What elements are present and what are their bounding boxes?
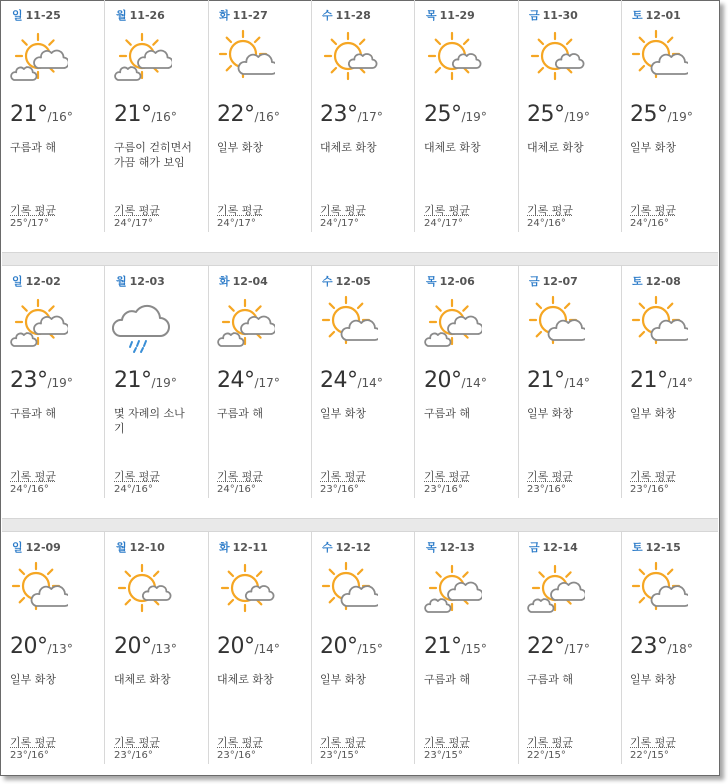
day-forecast-card[interactable] <box>106 532 209 782</box>
day-date: 12-14 <box>542 541 578 554</box>
day-header <box>116 539 165 555</box>
day-date: 11-28 <box>335 9 371 22</box>
day-forecast-card[interactable] <box>209 532 312 782</box>
condition-text: 일부 화창 <box>630 407 677 420</box>
low-temp: /19° <box>564 110 590 124</box>
condition-text: 구름이 걷히면서 가끔 해가 보임 <box>114 141 192 169</box>
historical-average-value: 23°/15° <box>424 750 463 761</box>
historical-average-value: 23°/16° <box>114 750 153 761</box>
temperature <box>114 368 177 393</box>
high-temp: 21° <box>114 368 152 393</box>
day-of-week: 수 <box>322 9 333 22</box>
day-header <box>632 539 681 555</box>
day-date: 12-12 <box>335 541 371 554</box>
day-of-week: 일 <box>12 9 23 22</box>
historical-average-value: 24°/16° <box>114 484 153 495</box>
day-forecast-card[interactable] <box>519 0 622 250</box>
partly-cloudy-icon <box>628 26 688 86</box>
day-date: 12-05 <box>335 275 371 288</box>
historical-average-label[interactable]: 기록 평균 <box>630 736 677 749</box>
day-of-week: 목 <box>426 9 437 22</box>
day-header <box>426 539 475 555</box>
temperature <box>114 634 177 659</box>
day-date: 12-15 <box>645 541 681 554</box>
day-forecast-card[interactable] <box>209 266 312 516</box>
temperature <box>217 368 280 393</box>
day-header <box>116 7 165 23</box>
cloud-with-sun-icon <box>215 292 275 352</box>
historical-average-value: 23°/16° <box>217 750 256 761</box>
temperature <box>320 102 383 127</box>
cloud-with-sun-icon <box>112 26 172 86</box>
day-header <box>426 7 475 23</box>
condition-text: 일부 화창 <box>630 673 677 686</box>
day-header <box>219 273 268 289</box>
day-header <box>322 7 371 23</box>
low-temp: /14° <box>564 376 590 390</box>
day-date: 12-08 <box>645 275 681 288</box>
temperature <box>527 102 590 127</box>
day-of-week: 화 <box>219 9 230 22</box>
day-forecast-card[interactable] <box>519 266 622 516</box>
day-date: 11-25 <box>25 9 61 22</box>
historical-average-value: 23°/16° <box>10 750 49 761</box>
cloud-with-sun-icon <box>422 292 482 352</box>
day-header <box>219 7 268 23</box>
low-temp: /16° <box>151 110 177 124</box>
temperature <box>217 102 280 127</box>
day-date: 12-10 <box>129 541 165 554</box>
high-temp: 23° <box>630 634 668 659</box>
day-header <box>632 273 681 289</box>
historical-average-label[interactable]: 기록 평균 <box>114 470 161 483</box>
high-temp: 20° <box>424 368 462 393</box>
day-header <box>12 539 61 555</box>
day-of-week: 금 <box>529 9 540 22</box>
temperature <box>630 102 693 127</box>
historical-average-label[interactable]: 기록 평균 <box>320 470 367 483</box>
high-temp: 21° <box>10 102 48 127</box>
high-temp: 25° <box>424 102 462 127</box>
day-date: 12-03 <box>129 275 165 288</box>
condition-text: 구름과 해 <box>424 407 471 420</box>
high-temp: 24° <box>320 368 358 393</box>
high-temp: 25° <box>630 102 668 127</box>
day-of-week: 화 <box>219 541 230 554</box>
temperature <box>10 634 73 659</box>
day-date: 11-29 <box>439 9 475 22</box>
day-divider <box>414 532 415 764</box>
day-header <box>529 539 578 555</box>
day-forecast-card[interactable] <box>622 266 725 516</box>
day-header <box>426 273 475 289</box>
high-temp: 25° <box>527 102 565 127</box>
day-of-week: 금 <box>529 541 540 554</box>
mostly-sunny-icon <box>215 558 275 618</box>
condition-text: 대체로 화창 <box>320 141 377 154</box>
day-date: 11-26 <box>129 9 165 22</box>
historical-average-label[interactable]: 기록 평균 <box>424 470 471 483</box>
day-of-week: 토 <box>632 275 643 288</box>
rain-cloud-icon <box>112 292 172 352</box>
high-temp: 21° <box>527 368 565 393</box>
forecast-week-row <box>2 266 718 516</box>
high-temp: 23° <box>10 368 48 393</box>
temperature <box>114 102 177 127</box>
low-temp: /13° <box>151 642 177 656</box>
historical-average-value: 23°/16° <box>630 484 669 495</box>
condition-text: 일부 화창 <box>527 407 574 420</box>
day-of-week: 목 <box>426 541 437 554</box>
low-temp: /19° <box>151 376 177 390</box>
historical-average-value: 24°/17° <box>320 218 359 229</box>
day-of-week: 월 <box>116 275 127 288</box>
historical-average-label[interactable]: 기록 평균 <box>424 204 471 217</box>
condition-text: 일부 화창 <box>10 673 57 686</box>
temperature <box>630 634 693 659</box>
day-of-week: 목 <box>426 275 437 288</box>
day-header <box>529 273 578 289</box>
day-of-week: 토 <box>632 541 643 554</box>
historical-average-label[interactable]: 기록 평균 <box>320 736 367 749</box>
historical-average-label[interactable]: 기록 평균 <box>527 736 574 749</box>
cloud-with-sun-icon <box>8 26 68 86</box>
day-forecast-card[interactable] <box>622 0 725 250</box>
day-of-week: 월 <box>116 9 127 22</box>
day-divider <box>414 0 415 232</box>
day-date: 12-07 <box>542 275 578 288</box>
temperature <box>424 634 487 659</box>
historical-average-value: 24°/16° <box>217 484 256 495</box>
temperature <box>320 368 383 393</box>
day-forecast-card[interactable] <box>519 532 622 782</box>
historical-average-value: 23°/15° <box>320 750 359 761</box>
historical-average-value: 23°/16° <box>424 484 463 495</box>
day-header <box>116 273 165 289</box>
low-temp: /17° <box>357 110 383 124</box>
temperature <box>10 102 73 127</box>
historical-average-value: 24°/16° <box>630 218 669 229</box>
day-header <box>529 7 578 23</box>
condition-text: 몇 자례의 소나기 <box>114 407 185 435</box>
high-temp: 23° <box>320 102 358 127</box>
condition-text: 구름과 해 <box>424 673 471 686</box>
condition-text: 구름과 해 <box>217 407 264 420</box>
day-of-week: 일 <box>12 275 23 288</box>
high-temp: 20° <box>10 634 48 659</box>
low-temp: /18° <box>667 642 693 656</box>
historical-average-value: 22°/15° <box>527 750 566 761</box>
low-temp: /17° <box>564 642 590 656</box>
historical-average-value: 22°/15° <box>630 750 669 761</box>
temperature <box>527 368 590 393</box>
low-temp: /15° <box>357 642 383 656</box>
condition-text: 구름과 해 <box>10 407 57 420</box>
historical-average-value: 24°/17° <box>114 218 153 229</box>
condition-text: 대체로 화창 <box>527 141 584 154</box>
high-temp: 21° <box>630 368 668 393</box>
day-date: 11-30 <box>542 9 578 22</box>
high-temp: 20° <box>320 634 358 659</box>
day-header <box>322 539 371 555</box>
historical-average-label[interactable]: 기록 평균 <box>10 736 57 749</box>
day-header <box>219 539 268 555</box>
high-temp: 24° <box>217 368 255 393</box>
condition-text: 일부 화창 <box>320 407 367 420</box>
condition-text: 일부 화창 <box>320 673 367 686</box>
day-of-week: 금 <box>529 275 540 288</box>
historical-average-value: 24°/16° <box>10 484 49 495</box>
day-forecast-card[interactable] <box>2 266 105 516</box>
forecast-week-row <box>2 0 718 250</box>
historical-average-label[interactable]: 기록 평균 <box>320 204 367 217</box>
high-temp: 21° <box>114 102 152 127</box>
day-forecast-card[interactable] <box>416 0 519 250</box>
day-of-week: 월 <box>116 541 127 554</box>
low-temp: /15° <box>461 642 487 656</box>
day-of-week: 일 <box>12 541 23 554</box>
historical-average-label[interactable]: 기록 평균 <box>217 736 264 749</box>
partly-cloudy-icon <box>215 26 275 86</box>
day-date: 12-02 <box>25 275 61 288</box>
historical-average-label[interactable]: 기록 평균 <box>217 204 264 217</box>
day-forecast-card[interactable] <box>106 266 209 516</box>
temperature <box>217 634 280 659</box>
low-temp: /19° <box>667 110 693 124</box>
day-of-week: 화 <box>219 275 230 288</box>
day-forecast-card[interactable] <box>2 0 105 250</box>
temperature <box>630 368 693 393</box>
partly-cloudy-icon <box>8 558 68 618</box>
day-divider <box>414 266 415 498</box>
condition-text: 대체로 화창 <box>217 673 274 686</box>
day-date: 12-09 <box>25 541 61 554</box>
day-forecast-card[interactable] <box>312 532 415 782</box>
low-temp: /19° <box>47 376 73 390</box>
high-temp: 22° <box>217 102 255 127</box>
historical-average-label[interactable]: 기록 평균 <box>630 204 677 217</box>
day-forecast-card[interactable] <box>416 532 519 782</box>
low-temp: /14° <box>254 642 280 656</box>
condition-text: 구름과 해 <box>527 673 574 686</box>
historical-average-value: 24°/17° <box>217 218 256 229</box>
day-forecast-card[interactable] <box>209 0 312 250</box>
day-forecast-card[interactable] <box>312 0 415 250</box>
low-temp: /14° <box>667 376 693 390</box>
day-of-week: 수 <box>322 275 333 288</box>
week-separator <box>2 518 718 532</box>
condition-text: 일부 화창 <box>630 141 677 154</box>
historical-average-label[interactable]: 기록 평균 <box>217 470 264 483</box>
cloud-with-sun-icon <box>8 292 68 352</box>
partly-cloudy-icon <box>525 292 585 352</box>
low-temp: /14° <box>461 376 487 390</box>
historical-average-value: 24°/16° <box>527 218 566 229</box>
historical-average-value: 25°/17° <box>10 218 49 229</box>
cloud-with-sun-icon <box>422 558 482 618</box>
condition-text: 대체로 화창 <box>114 673 171 686</box>
day-header <box>12 7 61 23</box>
historical-average-value: 24°/17° <box>424 218 463 229</box>
temperature <box>320 634 383 659</box>
mostly-sunny-icon <box>112 558 172 618</box>
day-forecast-card[interactable] <box>2 532 105 782</box>
mostly-sunny-icon <box>318 26 378 86</box>
day-header <box>12 273 61 289</box>
low-temp: /13° <box>47 642 73 656</box>
historical-average-label[interactable]: 기록 평균 <box>630 470 677 483</box>
temperature <box>10 368 73 393</box>
temperature <box>424 368 487 393</box>
day-divider <box>104 0 105 232</box>
partly-cloudy-icon <box>628 558 688 618</box>
condition-text: 대체로 화창 <box>424 141 481 154</box>
high-temp: 20° <box>114 634 152 659</box>
day-date: 12-11 <box>232 541 268 554</box>
day-of-week: 토 <box>632 9 643 22</box>
day-date: 11-27 <box>232 9 268 22</box>
condition-text: 구름과 해 <box>10 141 57 154</box>
day-header <box>322 273 371 289</box>
day-divider <box>104 266 105 498</box>
high-temp: 22° <box>527 634 565 659</box>
mostly-sunny-icon <box>525 26 585 86</box>
partly-cloudy-icon <box>318 292 378 352</box>
historical-average-value: 23°/16° <box>527 484 566 495</box>
high-temp: 21° <box>424 634 462 659</box>
day-header <box>632 7 681 23</box>
day-date: 12-01 <box>645 9 681 22</box>
low-temp: /16° <box>254 110 280 124</box>
day-date: 12-13 <box>439 541 475 554</box>
cloud-with-sun-icon <box>525 558 585 618</box>
low-temp: /17° <box>254 376 280 390</box>
day-of-week: 수 <box>322 541 333 554</box>
temperature <box>424 102 487 127</box>
week-separator <box>2 252 718 266</box>
forecast-week-row <box>2 532 718 782</box>
historical-average-label[interactable]: 기록 평균 <box>10 204 57 217</box>
partly-cloudy-icon <box>628 292 688 352</box>
low-temp: /16° <box>47 110 73 124</box>
day-date: 12-04 <box>232 275 268 288</box>
historical-average-label[interactable]: 기록 평균 <box>424 736 471 749</box>
day-forecast-card[interactable] <box>416 266 519 516</box>
historical-average-label[interactable]: 기록 평균 <box>527 470 574 483</box>
condition-text: 일부 화창 <box>217 141 264 154</box>
day-forecast-card[interactable] <box>106 0 209 250</box>
low-temp: /14° <box>357 376 383 390</box>
historical-average-label[interactable]: 기록 평균 <box>527 204 574 217</box>
historical-average-value: 23°/16° <box>320 484 359 495</box>
high-temp: 20° <box>217 634 255 659</box>
low-temp: /19° <box>461 110 487 124</box>
mostly-sunny-icon <box>422 26 482 86</box>
partly-cloudy-icon <box>318 558 378 618</box>
day-date: 12-06 <box>439 275 475 288</box>
day-forecast-card[interactable] <box>622 532 725 782</box>
historical-average-label[interactable]: 기록 평균 <box>114 736 161 749</box>
historical-average-label[interactable]: 기록 평균 <box>114 204 161 217</box>
day-forecast-card[interactable] <box>312 266 415 516</box>
temperature <box>527 634 590 659</box>
day-divider <box>104 532 105 764</box>
historical-average-label[interactable]: 기록 평균 <box>10 470 57 483</box>
